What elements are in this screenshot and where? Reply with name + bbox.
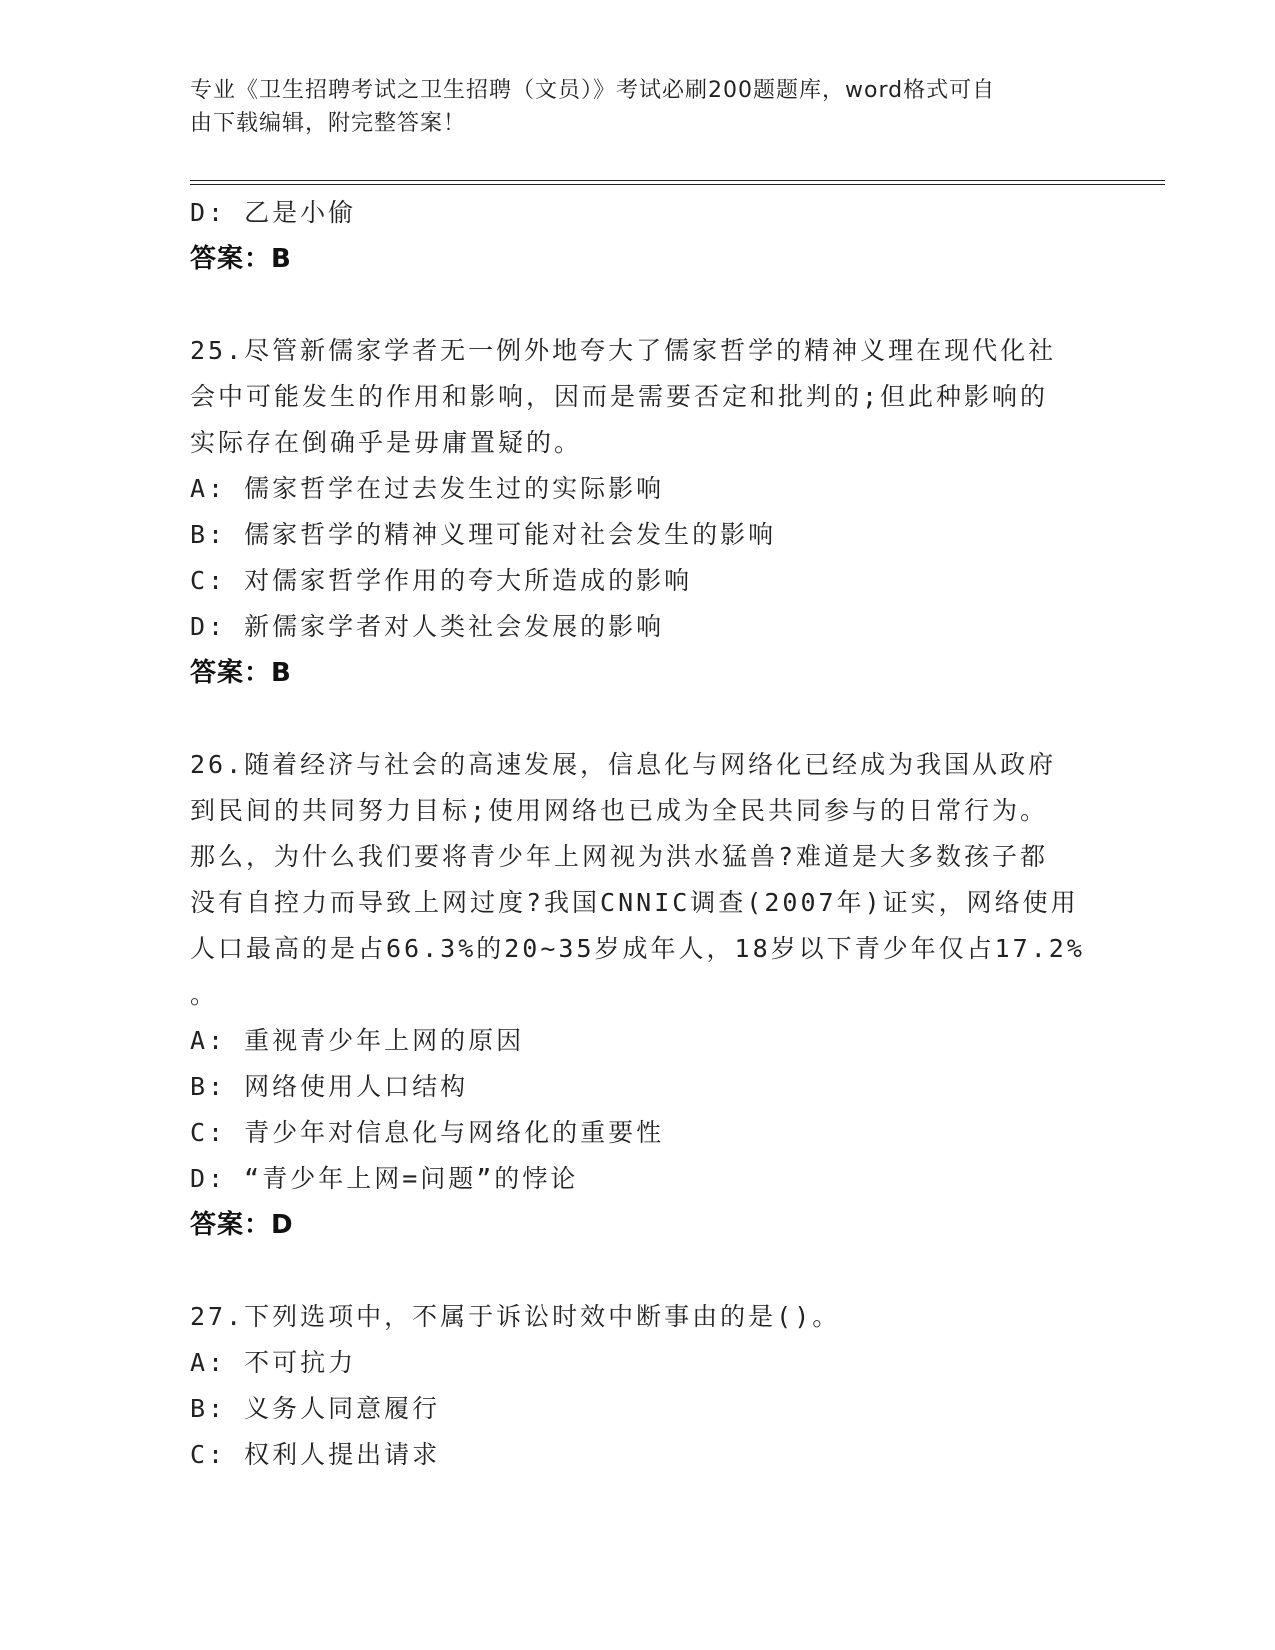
question-text xyxy=(190,742,1090,1018)
previous-question-tail xyxy=(190,190,1090,282)
question-list xyxy=(190,190,1090,1478)
option-d: D: 新儒家学者对人类社会发展的影响 xyxy=(190,612,665,641)
question-text-line: 到民间的共同努力目标;使用网络也已成为全民共同参与的日常行为。 xyxy=(190,796,1049,825)
question-text-line: 人口最高的是占66.3%的20~35岁成年人，18岁以下青少年仅占17.2% xyxy=(190,934,1085,963)
option-a: A: 儒家哲学在过去发生过的实际影响 xyxy=(190,474,665,503)
header-divider-top xyxy=(190,180,1165,181)
option-b: B: 网络使用人口结构 xyxy=(190,1072,469,1101)
option-b: B: 儒家哲学的精神义理可能对社会发生的影响 xyxy=(190,520,777,549)
question-text-line: 会中可能发生的作用和影响，因而是需要否定和批判的;但此种影响的 xyxy=(190,382,1049,411)
option-d: D: “青少年上网=问题”的悖论 xyxy=(190,1164,579,1193)
option-c: C: 权利人提出请求 xyxy=(190,1440,441,1469)
question-text-line: 那么，为什么我们要将青少年上网视为洪水猛兽?难道是大多数孩子都 xyxy=(190,842,1049,871)
option-a: A: 重视青少年上网的原因 xyxy=(190,1026,525,1055)
option-a: A: 不可抗力 xyxy=(190,1348,357,1377)
option-d: D: 乙是小偷 xyxy=(190,198,357,227)
question-26 xyxy=(190,742,1090,1248)
question-text xyxy=(190,328,1090,466)
question-text-line: 26.随着经济与社会的高速发展，信息化与网络化已经成为我国从政府 xyxy=(190,750,1057,779)
question-text-line: 没有自控力而导致上网过度?我国CNNIC调查(2007年)证实，网络使用 xyxy=(190,888,1079,917)
question-text-line: 25.尽管新儒家学者无一例外地夸大了儒家哲学的精神义理在现代化社 xyxy=(190,336,1057,365)
answer-line: 答案：B xyxy=(190,658,292,688)
option-c: C: 青少年对信息化与网络化的重要性 xyxy=(190,1118,665,1147)
question-text-line: 。 xyxy=(190,980,219,1009)
answer-line: 答案：D xyxy=(190,1210,294,1240)
question-text xyxy=(190,1294,1090,1340)
question-text-line: 27.下列选项中，不属于诉讼时效中断事由的是()。 xyxy=(190,1302,841,1331)
question-25 xyxy=(190,328,1090,696)
header-divider-bottom xyxy=(190,184,1165,185)
answer-line: 答案：B xyxy=(190,244,292,274)
header-line-2: 由下载编辑，附完整答案！ xyxy=(190,111,467,136)
option-b: B: 义务人同意履行 xyxy=(190,1394,441,1423)
question-27 xyxy=(190,1294,1090,1478)
option-c: C: 对儒家哲学作用的夸大所造成的影响 xyxy=(190,566,693,595)
page-header xyxy=(190,74,1090,140)
question-text-line: 实际存在倒确乎是毋庸置疑的。 xyxy=(190,428,583,457)
header-line-1: 专业《卫生招聘考试之卫生招聘（文员）》考试必刷200题题库，word格式可自 xyxy=(190,78,996,103)
